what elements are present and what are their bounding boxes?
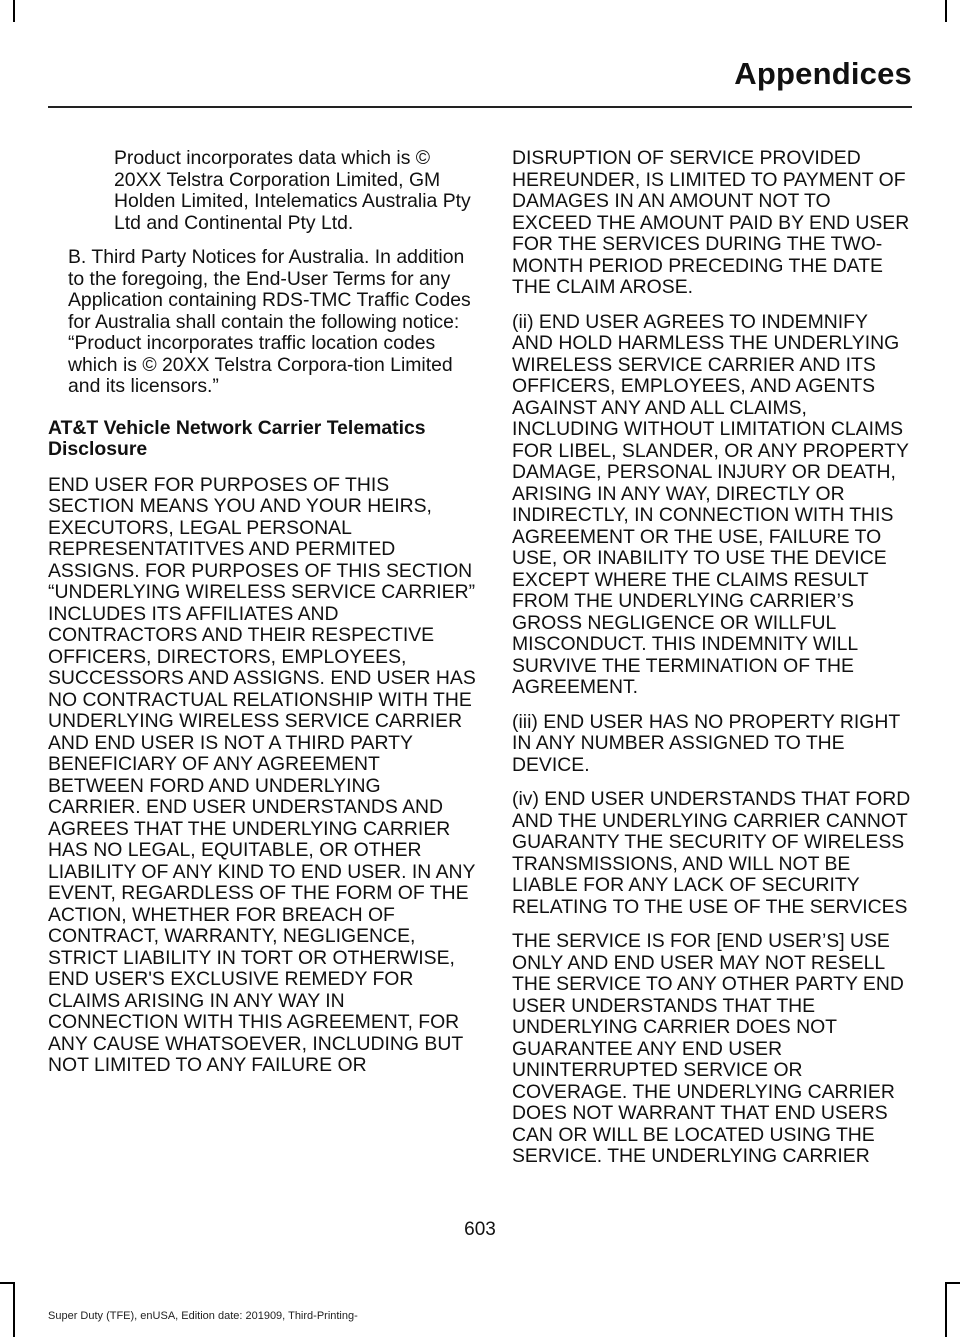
body-paragraph: END USER FOR PURPOSES OF THIS SECTION MEANS YOU AND YOUR HEIRS, EXECUTORS, LEGAL PERSONAL REPRESENTATITVES AND PERMITED ASSIGNS. FOR PURPOSES OF THIS SECTION “UNDERLYING WIRELESS SERVICE CARRIER” INCLUDES ITS AFFILIATES AND CONTRACTORS AND THEIR RESPECTIVE OFFICERS, DIRECTORS, EMPLOYEES, SUCCESSORS AND ASSIGNS. END USER HAS NO CONTRACTUAL RELATIONSHIP WITH THE UNDERLYING WIRELESS SERVICE CARRIER AND END USER IS NOT A THIRD PARTY BENEFICIARY OF ANY AGREEMENT BETWEEN FORD AND UNDERLYING CARRIER. END USER UNDERSTANDS AND AGREES THAT THE UNDERLYING CARRIER HAS NO LEGAL, EQUITABLE, OR OTHER LIABILITY OF ANY KIND TO END USER. IN ANY EVENT, REGARDLESS OF THE FORM OF THE ACTION, WHETHER FOR BREACH OF CONTRACT, WARRANTY, NEGLIGENCE, STRICT LIABILITY IN TORT OR OTHERWISE, END USER'S EXCLUSIVE REMEDY FOR CLAIMS ARISING IN ANY WAY IN CONNECTION WITH THIS AGREEMENT, FOR ANY CAUSE WHATSOEVER, INCLUDING BUT NOT LIMITED TO ANY FAILURE OR	[48, 473, 476, 1076]
section-heading: AT&T Vehicle Network Carrier Telematics Disclosure	[48, 416, 426, 460]
paragraph-indemnify: (ii) END USER AGREES TO INDEMNIFY AND HOLD HARMLESS THE UNDERLYING WIRELESS SERVICE CARRIER AND ITS OFFICERS, EMPLOYEES, AND AGENTS AGAINST ANY AND ALL CLAIMS, INCLUDING WITHOUT LIMITATION CLAIMS FOR LIBEL, SLANDER, OR ANY PROPERTY DAMAGE, PERSONAL INJURY OR DEATH, ARISING IN ANY WAY, DIRECTLY OR INDIRECTLY, IN CONNECTION WITH THIS AGREEMENT OR THE USE, FAILURE TO USE, OR INABILITY TO USE THE DEVICE EXCEPT WHERE THE CLAIMS RESULT FROM THE UNDERLYING CARRIER’S GROSS NEGLIGENCE OR WILLFUL MISCONDUCT. THIS INDEMNITY WILL SURVIVE THE TERMINATION OF THE AGREEMENT.	[512, 310, 909, 698]
crop-mark-top-right-vertical	[945, 0, 947, 22]
crop-mark-bottom-right-horizontal	[945, 1282, 960, 1284]
right-column	[512, 148, 912, 1181]
paragraph-service-use: THE SERVICE IS FOR [END USER’S] USE ONLY AND END USER MAY NOT RESELL THE SERVICE TO ANY OTHER PARTY END USER UNDERSTANDS THAT THE UNDERLYING CARRIER DOES NOT GUARANTEE ANY END USER UNINTERRUPTED SERVICE OR COVERAGE. THE UNDERLYING CARRIER DOES NOT WARRANT THAT END USERS CAN OR WILL BE LOCATED USING THE SERVICE. THE UNDERLYING CARRIER	[512, 930, 904, 1167]
title-divider	[48, 106, 912, 108]
left-column	[48, 148, 476, 1090]
paragraph-security: (iv) END USER UNDERSTANDS THAT FORD AND THE UNDERLYING CARRIER CANNOT GUARANTY THE SECURITY OF WIRELESS TRANSMISSIONS, AND WILL NOT BE LIABLE FOR ANY LACK OF SECURITY RELATING TO THE USE OF THE SERVICES	[512, 788, 911, 918]
paragraph-disruption: DISRUPTION OF SERVICE PROVIDED HEREUNDER, IS LIMITED TO PAYMENT OF DAMAGES IN AN AMOUNT NOT TO EXCEED THE AMOUNT PAID BY END USER FOR THE SERVICES DURING THE TWO-MONTH PERIOD PRECEDING THE DATE THE CLAIM AROSE.	[512, 147, 910, 298]
crop-mark-bottom-left-vertical	[13, 1282, 15, 1337]
indented-notice: Product incorporates data which is © 20XX Telstra Corporation Limited, GM Holden Limited, Intelematics Australia Pty Ltd and Continental Pty Ltd.	[114, 147, 471, 234]
crop-mark-top-left-vertical	[13, 0, 15, 22]
paragraph-property-right: (iii) END USER HAS NO PROPERTY RIGHT IN ANY NUMBER ASSIGNED TO THE DEVICE.	[512, 710, 900, 776]
page-title: Appendices	[734, 56, 912, 91]
page-number: 603	[464, 1219, 496, 1240]
edition-footer: Super Duty (TFE), enUSA, Edition date: 201909, Third-Printing-	[48, 1310, 358, 1322]
third-party-notice: B. Third Party Notices for Australia. In addition to the foregoing, the End-User Terms for any Application containing RDS-TMC Traffic Codes for Australia shall contain the following notice: “Product incorporates traffic location codes which is © 20XX Telstra Corpora-tion Limited and its licensors.”	[68, 246, 471, 397]
crop-mark-bottom-right-vertical	[945, 1282, 947, 1337]
crop-mark-bottom-left-horizontal	[0, 1282, 15, 1284]
